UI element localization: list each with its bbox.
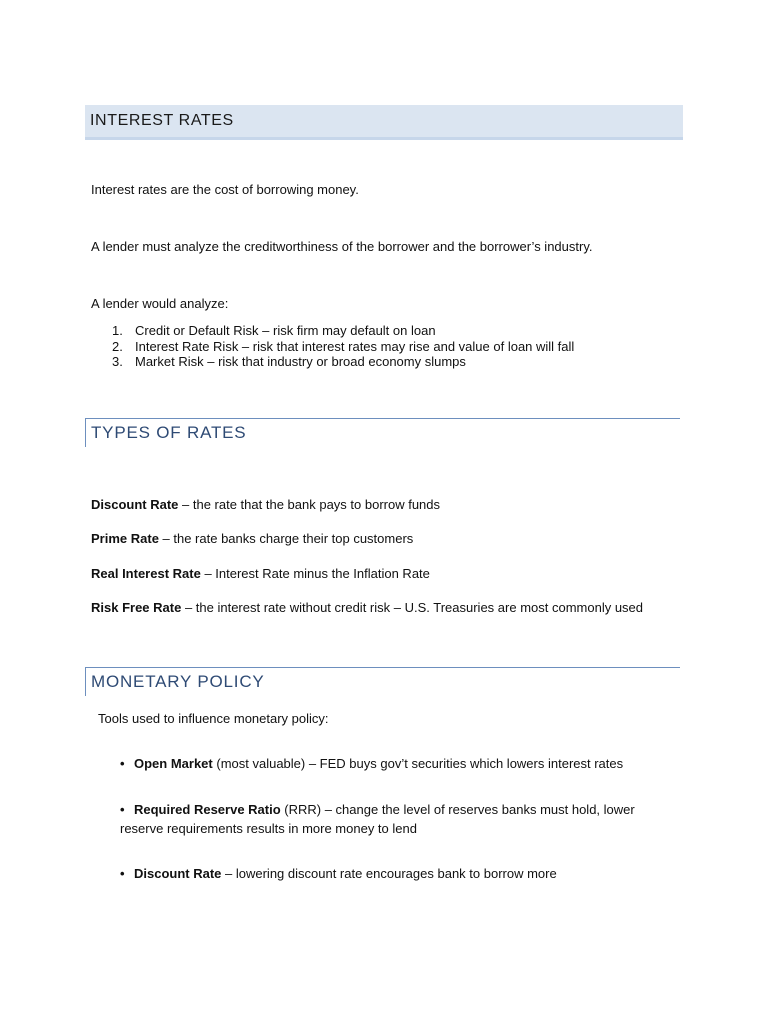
interest-rates-heading-band: [85, 105, 683, 140]
list-item-number: 1.: [112, 323, 123, 338]
policy-tool-term: Required Reserve Ratio: [134, 802, 281, 817]
bullet-icon: •: [120, 756, 125, 771]
policy-tool-description-continued: reserve requirements results in more money to lend: [120, 821, 417, 836]
rate-term: Prime Rate: [91, 531, 159, 546]
list-item: [112, 339, 574, 355]
policy-tool-item: [120, 754, 680, 773]
lender-analyze-intro: A lender would analyze:: [91, 296, 229, 311]
rate-description: – the rate banks charge their top customers: [158, 531, 414, 546]
list-item-text: Market Risk – risk that industry or broad economy slumps: [135, 354, 466, 369]
policy-tool-description: (RRR) – change the level of reserves banks must hold, lower: [280, 802, 635, 817]
list-item: [112, 323, 574, 339]
rate-term: Real Interest Rate: [91, 566, 201, 581]
policy-tool-term: Discount Rate: [134, 866, 222, 881]
list-item-text: Interest Rate Risk – risk that interest rates may rise and value of loan will fall: [135, 338, 575, 354]
policy-tool-description: – lowering discount rate encourages bank to borrow more: [221, 866, 557, 881]
list-item: [112, 354, 574, 370]
rate-definition: [91, 600, 643, 616]
rate-description: – the interest rate without credit risk – U.S. Treasuries are most commonly used: [181, 600, 644, 615]
rate-term: Risk Free Rate: [91, 600, 182, 615]
rate-definition: [91, 531, 413, 547]
rate-definition: [91, 566, 430, 582]
interest-rates-heading: INTEREST RATES: [90, 112, 234, 129]
list-item-number: 3.: [112, 354, 123, 369]
list-item-number: 2.: [112, 338, 123, 354]
types-of-rates-heading-rule: [85, 418, 680, 447]
monetary-policy-intro: Tools used to influence monetary policy:: [98, 711, 329, 726]
monetary-policy-heading: MONETARY POLICY: [91, 672, 265, 691]
rate-definition: [91, 497, 440, 513]
policy-tool-item: [120, 864, 680, 883]
policy-tool-description: (most valuable) – FED buys gov’t securities which lowers interest rates: [212, 756, 624, 771]
interest-rates-definition: Interest rates are the cost of borrowing money.: [91, 182, 359, 197]
bullet-icon: •: [120, 802, 125, 817]
policy-tool-item: [120, 800, 680, 838]
rate-description: – the rate that the bank pays to borrow funds: [178, 497, 441, 512]
lender-creditworthiness-paragraph: A lender must analyze the creditworthiness of the borrower and the borrower’s industry.: [91, 239, 593, 254]
types-of-rates-heading: TYPES OF RATES: [91, 423, 247, 442]
monetary-policy-heading-rule: [85, 667, 680, 696]
list-item-text: Credit or Default Risk – risk firm may default on loan: [135, 323, 436, 338]
rate-description: – Interest Rate minus the Inflation Rate: [200, 566, 430, 581]
bullet-icon: •: [120, 866, 125, 881]
rate-term: Discount Rate: [91, 497, 179, 512]
policy-tool-term: Open Market: [134, 756, 213, 771]
risk-list: [112, 323, 574, 370]
